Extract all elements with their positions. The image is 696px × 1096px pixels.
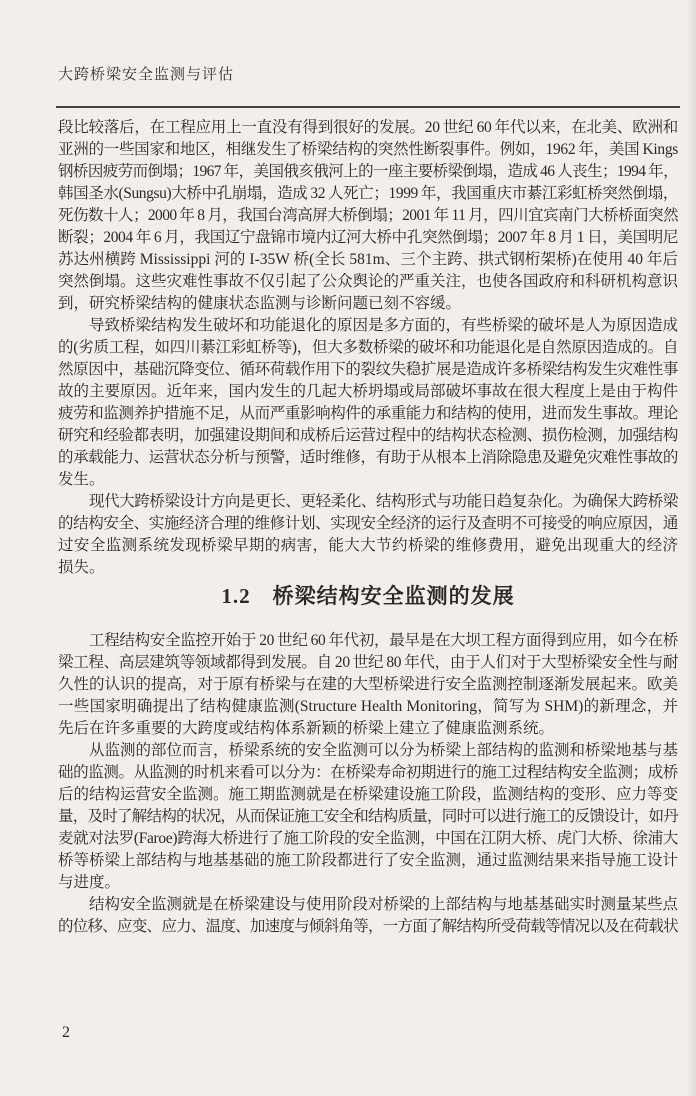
section-title: 桥梁结构安全监测的发展 — [272, 584, 515, 608]
text-line: 与进度。 — [58, 874, 121, 891]
text-line: 导致桥梁结构发生破坏和功能退化的原因是多方面的，有些桥梁的破坏是人为原因造成 — [89, 317, 679, 334]
text-line: 的(劣质工程，如四川綦江彩虹桥等)，但大多数桥梁的破坏和功能退化是自然原因造成的。自 — [58, 339, 679, 356]
text-line: 韩国圣水(Sungsu)大桥中孔崩塌，造成 32 人死亡；1999 年，我国重庆市綦江彩虹桥突然倒塌， — [58, 185, 678, 202]
text-line: 断裂；2004 年 6 月，我国辽宁盘锦市境内辽河大桥中孔突然倒塌；2007 年 8 月 1 日，美国明尼 — [58, 229, 678, 246]
text-line: 苏达州横跨 Mississippi 河的 I-35W 桥(全长 581m、三个主跨、拱式钢桁架桥)在使用 40 年后 — [58, 251, 678, 268]
text-line: 一些国家明确提出了结构健康监测(Structure Health Monitoring，简写为 SHM)的新理念，并 — [58, 698, 678, 715]
text-line: 麦就对法罗(Faroe)跨海大桥进行了施工阶段的安全监测，中国在江阴大桥、虎门大桥、徐浦大 — [58, 830, 678, 847]
text-line: 发生。 — [58, 471, 105, 488]
text-line: 工程结构安全监控开始于 20 世纪 60 年代初，最早是在大坝工程方面得到应用，如今在桥 — [89, 632, 678, 649]
paragraph — [58, 630, 678, 740]
text-line: 疲劳和监测养护措施不足，从而严重影响构件的承重能力和结构的使用，进而发生事故。理论 — [58, 405, 678, 422]
text-line: 突然倒塌。这些灾难性事故不仅引起了公众舆论的严重关注，也使各国政府和科研机构意识 — [58, 273, 679, 290]
text-line: 到，研究桥梁结构的健康状态监测与诊断问题已刻不容缓。 — [58, 295, 462, 312]
section-number: 1.2 — [221, 584, 251, 608]
text-line: 过安全监测系统发现桥梁早期的病害，能大大节约桥梁的维修费用，避免出现重大的经济 — [58, 537, 678, 554]
text-line: 桥等桥梁上部结构与地基基础的施工阶段都进行了安全监测，通过监测结果来指导施工设计 — [58, 852, 679, 869]
paragraph — [58, 894, 678, 938]
text-line: 的结构安全、实施经济合理的维修计划、实现安全经济的运行及查明不可接受的响应原因，通 — [58, 515, 678, 532]
text-line: 从监测的部位而言，桥梁系统的安全监测可以分为桥梁上部结构的监测和桥梁地基与基 — [89, 742, 679, 759]
page-number: 2 — [62, 1024, 70, 1041]
paragraph — [58, 117, 678, 315]
text-line: 死伤数十人；2000 年 8 月，我国台湾高屏大桥倒塌；2001 年 11 月，四川宜宾南门大桥桥面突然 — [58, 207, 678, 224]
section-heading — [58, 579, 678, 630]
paragraphs-before-heading — [58, 117, 678, 579]
text-line: 损失。 — [58, 559, 105, 576]
paragraphs-after-heading — [58, 630, 678, 938]
page-body — [58, 117, 678, 938]
text-line: 量，及时了解结构的状况，从而保证施工安全和结构质量，同时可以进行施工的反馈设计，如丹 — [58, 808, 678, 825]
text-line: 段比较落后，在工程应用上一直没有得到很好的发展。20 世纪 60 年代以来，在北美、欧洲和 — [58, 119, 678, 136]
paragraph — [58, 740, 678, 894]
text-line: 钢桥因疲劳而倒塌；1967 年，美国俄亥俄河上的一座主要桥梁倒塌，造成 46 人丧生；1994 年， — [58, 163, 678, 180]
header-rule — [56, 106, 680, 108]
paragraph — [58, 315, 678, 491]
text-line: 现代大跨桥梁设计方向是更长、更轻柔化、结构形式与功能日趋复杂化。为确保大跨桥梁 — [89, 493, 678, 510]
text-line: 先后在许多重要的大跨度或结构体系新颖的桥梁上建立了健康监测系统。 — [58, 720, 555, 737]
text-line: 然原因中，基础沉降变位、循环荷载作用下的裂纹失稳扩展是造成许多桥梁结构发生灾难性事 — [58, 361, 678, 378]
text-line: 的位移、应变、应力、温度、加速度与倾斜角等，一方面了解结构所受荷载等情况以及在荷载状 — [58, 918, 678, 935]
text-line: 梁工程、高层建筑等领域都得到发展。自 20 世纪 80 年代，由于人们对于大型桥梁安全性与耐 — [58, 654, 678, 671]
text-line: 故的主要原因。近年来，国内发生的几起大桥坍塌或局部破坏事故在很大程度上是由于构件 — [58, 383, 679, 400]
page-edge-shadow — [686, 0, 696, 1096]
text-line: 久性的认识的提高，对于原有桥梁与在建的大型桥梁进行安全监测控制逐渐发展起来。欧美 — [58, 676, 679, 693]
text-line: 后的结构运营安全监测。施工期监测就是在桥梁建设施工阶段，监测结构的变形、应力等变 — [58, 786, 679, 803]
paragraph — [58, 491, 678, 579]
text-line: 础的监测。从监测的时机来看可以分为：在桥梁寿命初期进行的施工过程结构安全监测；成桥 — [58, 764, 678, 781]
text-line: 研究和经验都表明，加强建设期间和成桥后运营过程中的结构状态检测、损伤检测，加强结构 — [58, 427, 678, 444]
running-head: 大跨桥梁安全监测与评估 — [58, 67, 235, 83]
text-line: 结构安全监测就是在桥梁建设与使用阶段对桥梁的上部结构与地基基础实时测量某些点 — [89, 896, 679, 913]
text-line: 亚洲的一些国家和地区，相继发生了桥梁结构的突然性断裂事件。例如，1962 年，美国 Kings — [58, 141, 678, 158]
text-line: 的承载能力、运营状态分析与预警，适时维修，有助于从根本上消除隐患及避免灾难性事故的 — [58, 449, 678, 466]
